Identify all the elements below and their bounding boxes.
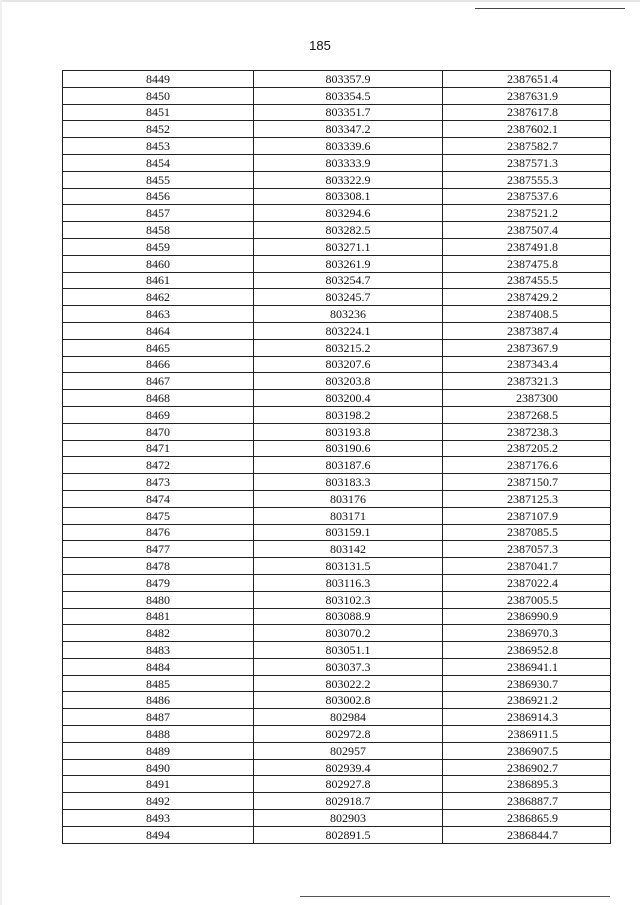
x-coordinate-cell: 803037.3	[254, 658, 443, 675]
table-row	[63, 339, 611, 356]
point-number-cell: 8486	[63, 692, 254, 709]
y-coordinate-cell: 2387491.8	[443, 238, 611, 255]
table-row	[63, 759, 611, 776]
table-row	[63, 440, 611, 457]
table-row	[63, 541, 611, 558]
y-coordinate-cell: 2387057.3	[443, 541, 611, 558]
point-number-cell: 8489	[63, 742, 254, 759]
y-coordinate-cell: 2386990.9	[443, 608, 611, 625]
y-coordinate-cell: 2387617.8	[443, 104, 611, 121]
x-coordinate-cell: 803070.2	[254, 625, 443, 642]
y-coordinate-cell: 2387150.7	[443, 474, 611, 491]
point-number-cell: 8451	[63, 104, 254, 121]
y-coordinate-cell: 2386865.9	[443, 810, 611, 827]
y-coordinate-cell: 2386911.5	[443, 726, 611, 743]
y-coordinate-cell: 2386970.3	[443, 625, 611, 642]
y-coordinate-cell: 2386914.3	[443, 709, 611, 726]
y-coordinate-cell: 2386941.1	[443, 658, 611, 675]
table-row	[63, 289, 611, 306]
table-row	[63, 71, 611, 88]
x-coordinate-cell: 803051.1	[254, 642, 443, 659]
table-row	[63, 121, 611, 138]
table-row	[63, 322, 611, 339]
point-number-cell: 8491	[63, 776, 254, 793]
table-row	[63, 474, 611, 491]
y-coordinate-cell: 2387537.6	[443, 188, 611, 205]
y-coordinate-cell: 2386907.5	[443, 742, 611, 759]
table-row	[63, 709, 611, 726]
point-number-cell: 8452	[63, 121, 254, 138]
x-coordinate-cell: 803171	[254, 507, 443, 524]
x-coordinate-cell: 803131.5	[254, 558, 443, 575]
y-coordinate-cell: 2387205.2	[443, 440, 611, 457]
y-coordinate-cell: 2387022.4	[443, 574, 611, 591]
scan-rule-bottom	[300, 896, 610, 897]
table-row	[63, 558, 611, 575]
y-coordinate-cell: 2386887.7	[443, 793, 611, 810]
point-number-cell: 8484	[63, 658, 254, 675]
point-number-cell: 8459	[63, 238, 254, 255]
point-number-cell: 8473	[63, 474, 254, 491]
table-row	[63, 457, 611, 474]
y-coordinate-cell: 2386952.8	[443, 642, 611, 659]
x-coordinate-cell: 803322.9	[254, 171, 443, 188]
table-row	[63, 524, 611, 541]
table-row	[63, 188, 611, 205]
table-row	[63, 692, 611, 709]
point-number-cell: 8456	[63, 188, 254, 205]
y-coordinate-cell: 2387041.7	[443, 558, 611, 575]
table-row	[63, 507, 611, 524]
table-row	[63, 810, 611, 827]
table-row	[63, 726, 611, 743]
y-coordinate-cell: 2387521.2	[443, 205, 611, 222]
x-coordinate-cell: 803351.7	[254, 104, 443, 121]
point-number-cell: 8494	[63, 826, 254, 843]
x-coordinate-cell: 803190.6	[254, 440, 443, 457]
y-coordinate-cell: 2387408.5	[443, 306, 611, 323]
y-coordinate-cell: 2387268.5	[443, 406, 611, 423]
x-coordinate-cell: 803142	[254, 541, 443, 558]
point-number-cell: 8481	[63, 608, 254, 625]
table-row	[63, 591, 611, 608]
y-coordinate-cell: 2387085.5	[443, 524, 611, 541]
x-coordinate-cell: 803347.2	[254, 121, 443, 138]
x-coordinate-cell: 803215.2	[254, 339, 443, 356]
x-coordinate-cell: 803339.6	[254, 138, 443, 155]
point-number-cell: 8475	[63, 507, 254, 524]
point-number-cell: 8467	[63, 373, 254, 390]
table-row	[63, 826, 611, 843]
point-number-cell: 8453	[63, 138, 254, 155]
x-coordinate-cell: 802957	[254, 742, 443, 759]
point-number-cell: 8463	[63, 306, 254, 323]
point-number-cell: 8458	[63, 222, 254, 239]
y-coordinate-cell: 2387367.9	[443, 339, 611, 356]
x-coordinate-cell: 803193.8	[254, 423, 443, 440]
x-coordinate-cell: 803183.3	[254, 474, 443, 491]
scan-edge-left	[0, 0, 2, 905]
point-number-cell: 8477	[63, 541, 254, 558]
point-number-cell: 8455	[63, 171, 254, 188]
point-number-cell: 8469	[63, 406, 254, 423]
table-row	[63, 154, 611, 171]
y-coordinate-cell: 2387429.2	[443, 289, 611, 306]
point-number-cell: 8466	[63, 356, 254, 373]
table-row	[63, 642, 611, 659]
coordinates-table-body	[63, 71, 611, 844]
point-number-cell: 8468	[63, 390, 254, 407]
point-number-cell: 8457	[63, 205, 254, 222]
table-row	[63, 574, 611, 591]
x-coordinate-cell: 802918.7	[254, 793, 443, 810]
point-number-cell: 8478	[63, 558, 254, 575]
x-coordinate-cell: 803245.7	[254, 289, 443, 306]
x-coordinate-cell: 803102.3	[254, 591, 443, 608]
point-number-cell: 8461	[63, 272, 254, 289]
y-coordinate-cell: 2386844.7	[443, 826, 611, 843]
y-coordinate-cell: 2387107.9	[443, 507, 611, 524]
y-coordinate-cell: 2386930.7	[443, 675, 611, 692]
x-coordinate-cell: 803187.6	[254, 457, 443, 474]
table-row	[63, 104, 611, 121]
table-row	[63, 238, 611, 255]
coordinates-table	[62, 70, 611, 844]
table-row	[63, 87, 611, 104]
x-coordinate-cell: 803271.1	[254, 238, 443, 255]
point-number-cell: 8465	[63, 339, 254, 356]
point-number-cell: 8483	[63, 642, 254, 659]
table-row	[63, 406, 611, 423]
y-coordinate-cell: 2386895.3	[443, 776, 611, 793]
point-number-cell: 8449	[63, 71, 254, 88]
table-row	[63, 608, 611, 625]
x-coordinate-cell: 803116.3	[254, 574, 443, 591]
x-coordinate-cell: 802984	[254, 709, 443, 726]
x-coordinate-cell: 803282.5	[254, 222, 443, 239]
x-coordinate-cell: 803261.9	[254, 255, 443, 272]
x-coordinate-cell: 803254.7	[254, 272, 443, 289]
point-number-cell: 8480	[63, 591, 254, 608]
point-number-cell: 8474	[63, 490, 254, 507]
point-number-cell: 8479	[63, 574, 254, 591]
scan-edge-top	[0, 0, 640, 2]
point-number-cell: 8462	[63, 289, 254, 306]
table-row	[63, 138, 611, 155]
table-row	[63, 356, 611, 373]
y-coordinate-cell: 2387631.9	[443, 87, 611, 104]
table-row	[63, 423, 611, 440]
point-number-cell: 8476	[63, 524, 254, 541]
y-coordinate-cell: 2387321.3	[443, 373, 611, 390]
point-number-cell: 8485	[63, 675, 254, 692]
table-row	[63, 306, 611, 323]
x-coordinate-cell: 803088.9	[254, 608, 443, 625]
x-coordinate-cell: 803022.2	[254, 675, 443, 692]
y-coordinate-cell: 2387571.3	[443, 154, 611, 171]
x-coordinate-cell: 803236	[254, 306, 443, 323]
table-row	[63, 373, 611, 390]
point-number-cell: 8454	[63, 154, 254, 171]
point-number-cell: 8493	[63, 810, 254, 827]
table-row	[63, 675, 611, 692]
y-coordinate-cell: 2387238.3	[443, 423, 611, 440]
table-row	[63, 272, 611, 289]
x-coordinate-cell: 803333.9	[254, 154, 443, 171]
table-row	[63, 222, 611, 239]
table-row	[63, 171, 611, 188]
scan-rule-top	[475, 8, 625, 9]
x-coordinate-cell: 802972.8	[254, 726, 443, 743]
point-number-cell: 8488	[63, 726, 254, 743]
x-coordinate-cell: 802903	[254, 810, 443, 827]
point-number-cell: 8464	[63, 322, 254, 339]
page-number: 185	[309, 38, 331, 53]
y-coordinate-cell: 2387125.3	[443, 490, 611, 507]
x-coordinate-cell: 803002.8	[254, 692, 443, 709]
x-coordinate-cell: 803294.6	[254, 205, 443, 222]
y-coordinate-cell: 2387387.4	[443, 322, 611, 339]
y-coordinate-cell: 2387602.1	[443, 121, 611, 138]
x-coordinate-cell: 803354.5	[254, 87, 443, 104]
table-row	[63, 205, 611, 222]
y-coordinate-cell: 2387475.8	[443, 255, 611, 272]
y-coordinate-cell: 2387455.5	[443, 272, 611, 289]
point-number-cell: 8450	[63, 87, 254, 104]
table-row	[63, 390, 611, 407]
y-coordinate-cell: 2387005.5	[443, 591, 611, 608]
x-coordinate-cell: 803200.4	[254, 390, 443, 407]
x-coordinate-cell: 803357.9	[254, 71, 443, 88]
x-coordinate-cell: 803198.2	[254, 406, 443, 423]
table-row	[63, 625, 611, 642]
x-coordinate-cell: 803308.1	[254, 188, 443, 205]
point-number-cell: 8472	[63, 457, 254, 474]
table-row	[63, 658, 611, 675]
y-coordinate-cell: 2387582.7	[443, 138, 611, 155]
point-number-cell: 8471	[63, 440, 254, 457]
table-row	[63, 255, 611, 272]
table-row	[63, 793, 611, 810]
y-coordinate-cell: 2386902.7	[443, 759, 611, 776]
x-coordinate-cell: 803224.1	[254, 322, 443, 339]
table-row	[63, 776, 611, 793]
x-coordinate-cell: 802939.4	[254, 759, 443, 776]
x-coordinate-cell: 802927.8	[254, 776, 443, 793]
x-coordinate-cell: 803159.1	[254, 524, 443, 541]
y-coordinate-cell: 2387507.4	[443, 222, 611, 239]
y-coordinate-cell: 2387343.4	[443, 356, 611, 373]
table-row	[63, 490, 611, 507]
x-coordinate-cell: 802891.5	[254, 826, 443, 843]
point-number-cell: 8482	[63, 625, 254, 642]
y-coordinate-cell: 2387651.4	[443, 71, 611, 88]
point-number-cell: 8492	[63, 793, 254, 810]
y-coordinate-cell: 2387176.6	[443, 457, 611, 474]
x-coordinate-cell: 803176	[254, 490, 443, 507]
x-coordinate-cell: 803203.8	[254, 373, 443, 390]
y-coordinate-cell: 2387300	[443, 390, 611, 407]
y-coordinate-cell: 2386921.2	[443, 692, 611, 709]
table-row	[63, 742, 611, 759]
y-coordinate-cell: 2387555.3	[443, 171, 611, 188]
point-number-cell: 8460	[63, 255, 254, 272]
point-number-cell: 8490	[63, 759, 254, 776]
x-coordinate-cell: 803207.6	[254, 356, 443, 373]
point-number-cell: 8470	[63, 423, 254, 440]
point-number-cell: 8487	[63, 709, 254, 726]
